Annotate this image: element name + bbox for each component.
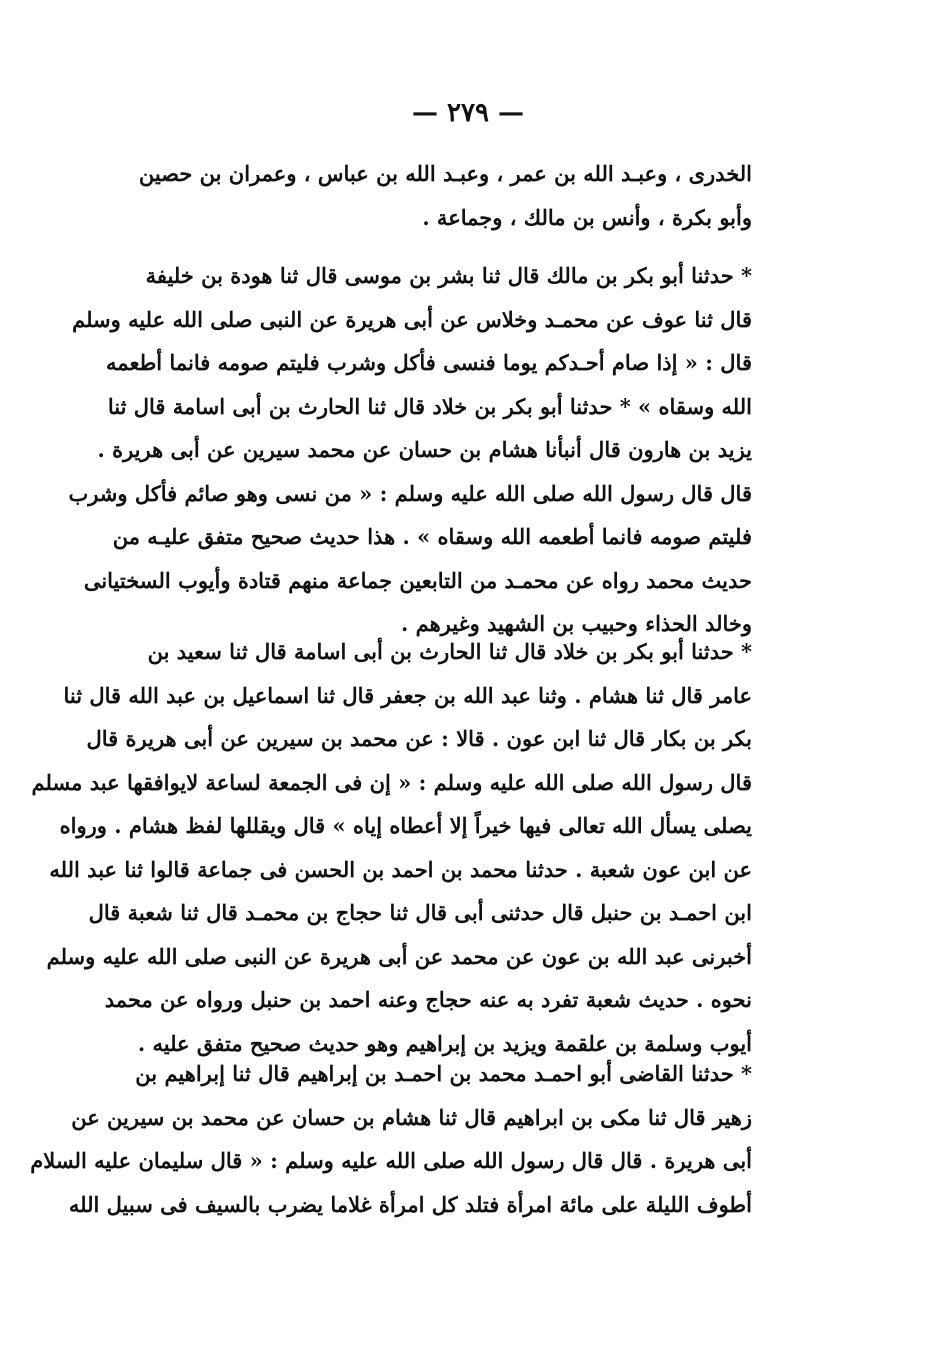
text-line: وأبو بكرة ، وأنس بن مالك ، وجماعة .: [422, 204, 752, 230]
text-line: قال رسول الله صلى الله عليه وسلم : « إن فى الجمعة لساعة لايوافقها عبد مسلم: [31, 769, 752, 795]
text-line: * حدثنا أبو بكر بن مالك قال ثنا بشر بن موسى قال ثنا هودة بن خليفة: [145, 263, 752, 288]
text-line: قال قال رسول الله صلى الله عليه وسلم : « من نسى وهو صائم فأكل وشرب: [68, 480, 752, 506]
paragraph-3: [31, 630, 752, 1065]
text-line: أطوف الليلة على مائة امرأة فتلد كل امرأة غلاما يضرب بالسيف فى سبيل الله: [68, 1191, 752, 1217]
text-line: يزيد بن هارون قال أنبأنا هشام بن حسان عن محمد سيرين عن أبى هريرة .: [97, 437, 752, 462]
paragraph-4: [30, 1052, 752, 1226]
text-line: عن ابن عون شعبة . حدثنا محمد بن احمد بن الحسن فى جماعة قالوا ثنا عبد الله: [49, 856, 752, 882]
text-line: زهير قال ثنا مكى بن ابراهيم قال ثنا هشام بن حسان عن محمد بن سيرين عن: [71, 1104, 752, 1130]
page-number: — ٢٧٩ —: [411, 98, 525, 128]
paragraph-2: [68, 254, 752, 646]
text-line: وخالد الحذاء وحبيب بن الشهيد وغيرهم .: [401, 611, 752, 636]
text-line: أخبرنى عبد الله بن عون عن محمد عن أبى هريرة عن النبى صلى الله عليه وسلم: [46, 943, 752, 969]
text-line: أبى هريرة . قال قال رسول الله صلى الله عليه وسلم : « قال سليمان عليه السلام: [30, 1148, 752, 1173]
text-line: ابن احمـد بن حنبل قال حدثنى أبى قال ثنا حجاج بن محمـد قال ثنا شعبة قال: [88, 900, 752, 925]
text-line: * حدثنا القاضى أبو احمـد محمد بن احمـد بن إبراهيم قال ثنا إبراهيم بن: [135, 1061, 752, 1086]
text-line: نحوه . حديث شعبة تفرد به عنه حجاج وعنه احمد بن حنبل ورواه عن محمد: [104, 987, 752, 1012]
text-line: عامر قال ثنا هشام . وثنا عبد الله بن جعفر قال ثنا اسماعيل بن عبد الله قال ثنا: [63, 682, 752, 708]
text-line: قال : « إذا صام أحـدكم يوما فنسى فأكل وشرب فليتم صومه فانما أطعمه: [106, 350, 752, 375]
text-line: بكر بن بكار قال ثنا ابن عون . قالا : عن محمد بن سيرين عن أبى هريرة قال: [86, 726, 752, 751]
text-line: قال ثنا عوف عن محمـد وخلاس عن أبى هريرة عن النبى صلى الله عليه وسلم: [72, 306, 752, 332]
text-line: الخدرى ، وعبـد الله بن عمر ، وعبـد الله بن عباس ، وعمران بن حصين: [138, 161, 752, 186]
text-line: الله وسقاه » * حدثنا أبو بكر بن خلاد قال ثنا الحارث بن أبى اسامة قال ثنا: [107, 393, 752, 419]
text-line: * حدثنا أبو بكر بن خلاد قال ثنا الحارث بن أبى اسامة قال ثنا سعيد بن: [147, 639, 752, 664]
text-line: فليتم صومه فانما أطعمه الله وسقاه » . هذا حديث صحيح متفق عليـه من: [112, 524, 752, 549]
text-line: أيوب وسلمة بن علقمة ويزيد بن إبراهيم وهو حديث صحيح متفق عليه .: [137, 1030, 752, 1056]
text-line: حديث محمد رواه عن محمـد من التابعين جماعة منهم قتادة وأيوب السختيانى: [83, 567, 752, 593]
paragraph-1: [138, 152, 752, 239]
text-line: يصلى يسأل الله تعالى فيها خيراً إلا أعطاه إياه » قال ويقللها لفظ هشام . ورواه: [59, 813, 752, 838]
